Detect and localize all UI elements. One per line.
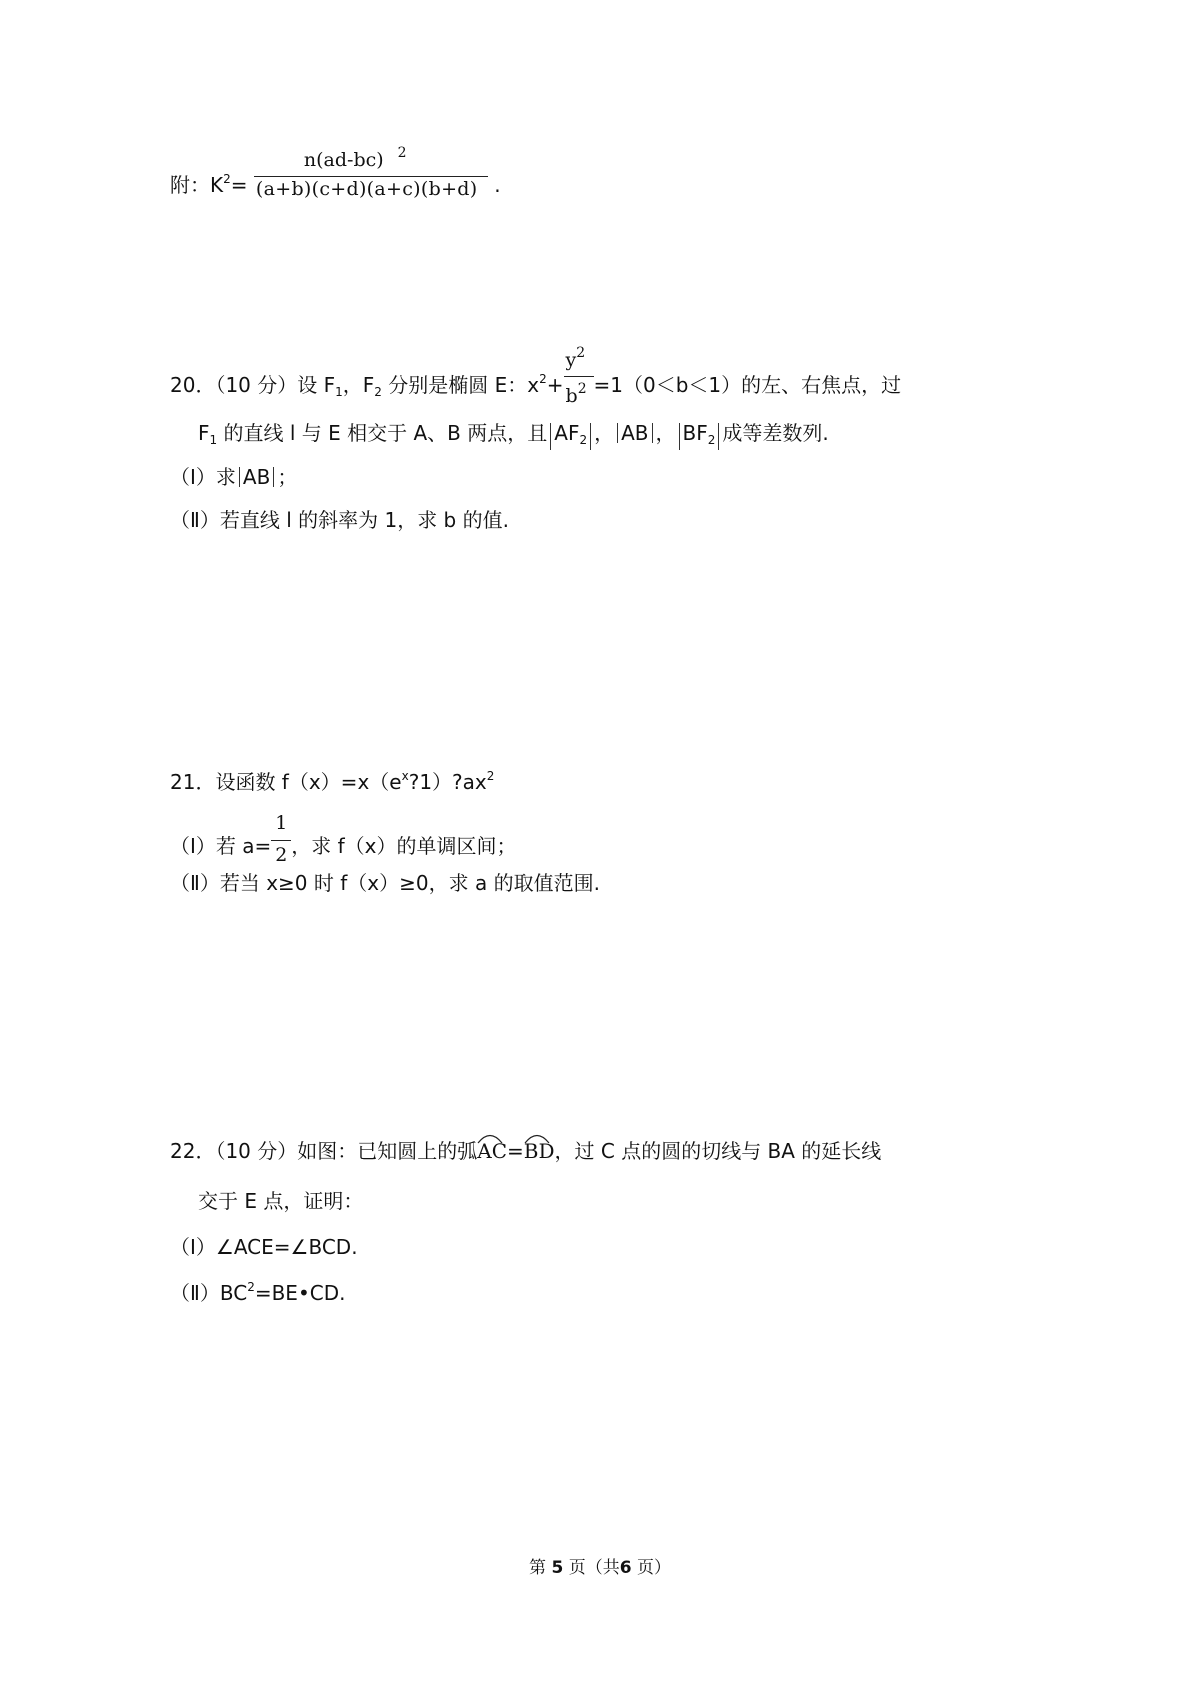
fraction-bar <box>271 840 291 841</box>
abs-bf2: $BF_2$ <box>679 423 720 450</box>
ellipse-fraction: $\frac{y^2}{b^2}$ <box>564 352 594 410</box>
page-total: 6 <box>619 1558 632 1578</box>
part-label: （Ⅰ） <box>170 1235 216 1259</box>
page-footer: 第 5 页（共6 页） <box>529 1558 671 1578</box>
q22-part2: $(Ⅱ)BC^2=BE•CD$. <box>170 1280 346 1305</box>
q22-line2: 交于 E 点，证明： <box>198 1189 364 1213</box>
abs-ab: AB <box>239 467 274 487</box>
q21-number: 21． <box>170 770 216 794</box>
q20-part1: （Ⅰ）求 AB ； <box>170 465 298 489</box>
q20-line2: $F_1$ 的直线 l 与 E 相交于 A、B 两点，且 $AF_2$ ， AB ， $BF_2$ 成等差数列. <box>198 423 829 450</box>
half-fraction: $\frac{1}{2}$ <box>271 818 291 870</box>
page-number: 5 <box>551 1558 564 1578</box>
chi-denominator: (a+b)(c+d)(a+c)(b+d) <box>255 178 478 200</box>
q20-part2: （Ⅱ）若直线 l 的斜率为 1，求 b 的值. <box>170 508 509 532</box>
q22-line1: 22．（10 分）如图：已知圆上的弧 AC= BD，过 C 点的圆的切线与 BA 的延长线 <box>170 1141 881 1161</box>
q21-line1: 21．设函数 $f(x)=x(e^x?1)?ax^2$ <box>170 769 495 794</box>
appendix-label: 附：K <box>170 173 224 197</box>
q21-part2: （Ⅱ）若当 x≥0 时 f（x）≥0，求 a 的取值范围. <box>170 871 600 895</box>
appendix-end: . <box>494 173 501 197</box>
q20-number: 20． <box>170 373 216 397</box>
part-label: （Ⅱ） <box>170 508 220 532</box>
q22-part1: （Ⅰ）∠ACE=∠BCD. <box>170 1235 358 1259</box>
chi-numerator: n(ad-bc) $^2$ <box>303 145 407 171</box>
appendix-formula <box>170 145 501 208</box>
q22-score: （10 分） <box>215 1139 298 1163</box>
q20-score: （10 分） <box>215 373 298 397</box>
abs-af2: $AF_2$ <box>550 423 591 450</box>
arc-ac: AC <box>477 1141 507 1161</box>
fraction-bar <box>564 376 594 377</box>
abs-ab: AB <box>617 423 652 443</box>
part-label: （Ⅱ） <box>170 871 220 895</box>
appendix-eq: = <box>230 173 248 197</box>
q21-part1: （Ⅰ）若 a= $\frac{1}{2}$ ，求 f（x）的单调区间； <box>170 818 517 870</box>
q20-line1: 20．（10 分）设 $F_1$，$F_2$ 分别是椭圆 E：$x^2+$ $\frac{y^2}{b^2}$ =1（0＜b＜1）的左、右焦点，过 <box>170 352 901 410</box>
appendix-exp: 2 <box>223 172 231 186</box>
q22-number: 22． <box>170 1139 216 1163</box>
fraction-bar <box>254 176 488 177</box>
arc-bd: BD <box>524 1141 555 1161</box>
part-label: （Ⅰ） <box>170 465 216 489</box>
part-label: （Ⅱ） <box>170 1281 220 1305</box>
chi-square-fraction <box>254 145 488 208</box>
part-label: （Ⅰ） <box>170 834 216 858</box>
